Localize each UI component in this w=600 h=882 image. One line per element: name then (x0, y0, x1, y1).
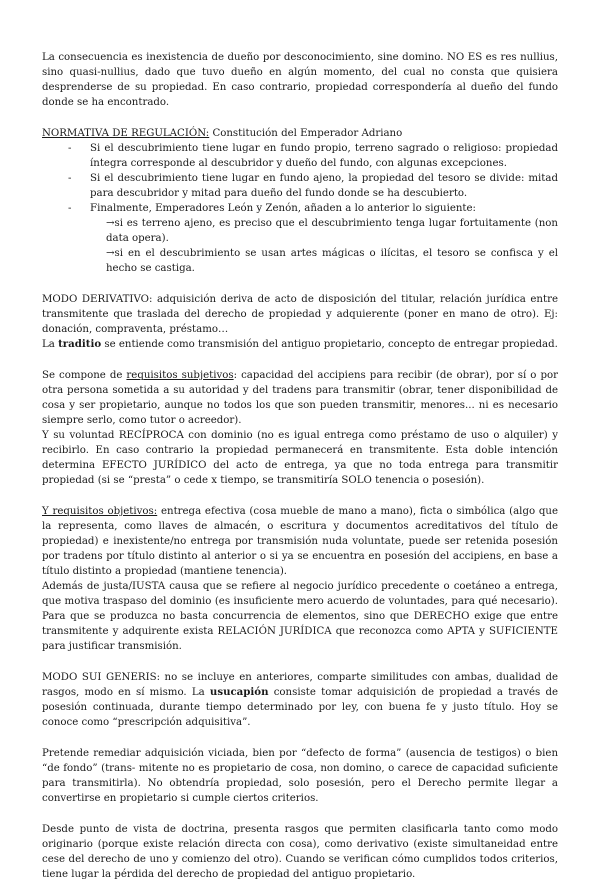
usucapion-term: usucapión (209, 686, 269, 698)
normativa-subitem-2: →si en el descubrimiento se usan artes mágicas o ilícitas, el tesoro se confisca y el hecho se castiga. (106, 248, 558, 274)
paragraph-modo-derivativo: MODO DERIVATIVO: adquisición deriva de acto de disposición del titular, relación jurídica entre transmitente que traslada del derecho de propiedad y adquierente (poner en mano de otro). Ej: donación, compraventa, préstamo… (42, 294, 558, 335)
paragraph-voluntad-reciproca: Y su voluntad RECÍPROCA con dominio (no es igual entrega como préstamo de uso o alquiler) y recibirlo. En caso contrario la propiedad permanecerá en transmitente. Esta doble intención determina EFECTO JURÍDICO del acto de entrega, ya que no toda entrega para transmitir propiedad (si se “presta” o cede x tiempo, se transmitiría SOLO tenencia o posesión). (42, 430, 558, 486)
subjetivos-text-a: Se compone de (42, 370, 127, 381)
paragraph-iusta-causa: Además de justa/IUSTA causa que se refiere al negocio jurídico precedente o coetáneo a entrega, que motiva traspaso del dominio (es insuficiente mero acuerdo de voluntades, para qué necesario). Para que se produzca no basta concurrencia de elementos, sino que DERECHO exige que entre transmitente y adquirente exista RELACIÓN JURÍDICA que reconozca como APTA y SUFICIENTE para justificar transmisión. (42, 581, 558, 652)
normativa-subitem-1: →si es terreno ajeno, es preciso que el descubrimiento tenga lugar fortuitamente (non data opera). (106, 218, 558, 244)
traditio-text-a: La (42, 339, 59, 350)
paragraph-remediar: Pretende remediar adquisición viciada, bien por “defecto de forma” (ausencia de testigos) o bien “de fondo” (trans- mitente no es propietario de cosa, non domino, o carece de capacidad suficiente para transmitirla). No obtendría propiedad, solo posesión, pero el Derecho permite llegar a convertirse en propietario si cumple ciertos criterios. (42, 748, 558, 804)
paragraph-requisitos-subjetivos (42, 368, 558, 428)
normativa-heading-line (42, 126, 558, 141)
document-body (42, 50, 558, 882)
dash-bullet: - (68, 143, 72, 154)
paragraph-requisitos-objetivos (42, 504, 558, 579)
paragraph-traditio (42, 337, 558, 352)
normativa-heading-rest: Constitución del Emperador Adriano (209, 128, 403, 139)
traditio-text-b: se entiende como transmisión del antiguo propietario, concepto de entregar propiedad. (101, 339, 558, 350)
dash-bullet: - (68, 203, 72, 214)
paragraph-res-nullius: La consecuencia es inexistencia de dueño por desconocimiento, sine domino. NO ES es res nullius, sino quasi-nullius, dado que tuvo dueño en algún momento, del cual no consta que quisiera desprenderse de su propiedad. En caso contrario, propiedad correspondería al dueño del fundo donde se ha encontrado. (42, 52, 558, 108)
normativa-item-text: Si el descubrimiento tiene lugar en fundo propio, terreno sagrado o religioso: propiedad íntegra corresponde al descubridor y dueño del fundo, con algunas excepciones. (90, 143, 558, 169)
normativa-item-2 (42, 171, 558, 201)
traditio-term: traditio (58, 338, 102, 350)
objetivos-term: Y requisitos objetivos: (42, 506, 158, 517)
normativa-item-text: Finalmente, Emperadores León y Zenón, añaden a lo anterior lo siguiente: (90, 203, 476, 214)
sui-generis-text-b: consiste tomar adquisición de propiedad a través de posesión continuada, durante tiempo determinado por ley, con buena fe y justo título. Hoy se conoce como “prescripción adquisitiva”. (42, 687, 558, 728)
sui-generis-text-a: MODO SUI GENERIS: no se incluye en anteriores, comparte similitudes con ambas, dualidad de rasgos, modo en sí mismo. La (42, 672, 558, 698)
objetivos-text: entrega efectiva (cosa mueble de mano a mano), ficta o simbólica (algo que la representa, como llaves de almacén, o escritura y documentos acreditativos del título de propiedad) e inexistente/no entrega por transmisión nuda voluntate, puede ser retenida posesión por tradens por título distinto al anterior o si ya se encuentra en posesión del accipiens, en base a título distinto a propiedad (mantiene tenencia). (42, 506, 558, 577)
normativa-item-1 (42, 141, 558, 171)
normativa-item-text: Si el descubrimiento tiene lugar en fundo ajeno, la propiedad del tesoro se divide: mitad para descubridor y mitad para dueño del fundo donde se ha descubierto. (90, 173, 558, 199)
subjetivos-term: requisitos subjetivos (126, 370, 234, 381)
dash-bullet: - (68, 173, 72, 184)
paragraph-doctrina: Desde punto de vista de doctrina, presenta rasgos que permiten clasificarla tanto como modo originario (porque existe relación directa con cosa), como derivativo (existe simultaneidad entre cese del derecho de uno y comienzo del otro). Cuando se verifican cómo cumplidos todos criterios, tiene lugar la pérdida del derecho de propiedad del antiguo propietario. (42, 824, 558, 880)
normativa-heading: NORMATIVA DE REGULACIÓN: (42, 128, 210, 139)
paragraph-sui-generis (42, 670, 558, 730)
subjetivos-text-b: : capacidad del accipiens para recibir (de obrar), por sí o por otra persona sometida a su autoridad y del tradens para transmitir (obrar, tener disponibilidad de cosa y ser propietario, aunque no todos los que son pueden transmitir, menores... ni es necesario siempre serlo, como tutor o acreedor). (42, 370, 558, 426)
normativa-item-3 (42, 201, 558, 216)
